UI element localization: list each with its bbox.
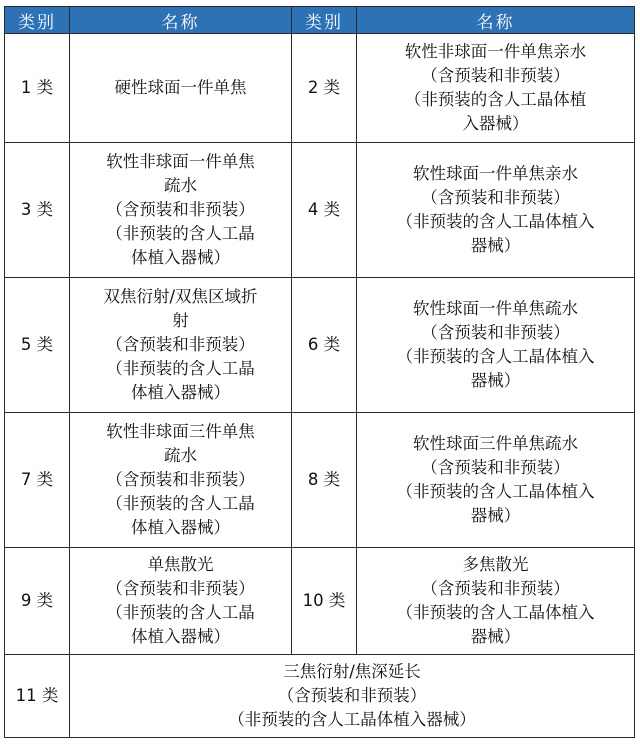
name-line: 软性球面一件单焦亲水 <box>413 164 578 183</box>
name-line: 器械） <box>470 627 521 646</box>
name-line: 单焦散光 <box>147 555 214 574</box>
category-cell: 3 类 <box>5 143 70 278</box>
name-line: 入器械） <box>462 114 529 133</box>
name-line: （含预装和非预装） <box>421 66 570 85</box>
header-category-2: 类别 <box>292 7 357 34</box>
name-line: 三焦衍射/焦深延长 <box>283 662 421 681</box>
name-line: （含预装和非预装） <box>106 470 255 489</box>
name-line: 多焦散光 <box>462 555 529 574</box>
name-line: （非预装的含人工晶体植入 <box>396 482 595 501</box>
name-line: （含预装和非预装） <box>106 200 255 219</box>
category-cell: 6 类 <box>292 278 357 413</box>
header-row <box>5 7 635 34</box>
name-line: 射 <box>172 311 189 330</box>
name-line: 器械） <box>470 506 521 525</box>
name-line: （非预装的含人工晶 <box>106 359 255 378</box>
name-line: 软性球面三件单焦疏水 <box>413 434 578 453</box>
name-line: 器械） <box>470 371 521 390</box>
name-cell <box>70 34 292 143</box>
name-line: 体植入器械） <box>131 627 230 646</box>
table-row <box>5 143 635 278</box>
category-cell: 2 类 <box>292 34 357 143</box>
header-name-1: 名称 <box>70 7 292 34</box>
category-cell: 4 类 <box>292 143 357 278</box>
name-line: （非预装的含人工晶体植入器械） <box>228 710 476 729</box>
name-line: 软性非球面一件单焦亲水 <box>404 42 587 61</box>
name-line: 疏水 <box>164 176 197 195</box>
name-line: 硬性球面一件单焦 <box>114 78 247 97</box>
name-line: （非预装的含人工晶体植入 <box>396 347 595 366</box>
name-line: 双焦衍射/双焦区域折 <box>103 287 258 306</box>
name-line: （含预装和非预装） <box>106 335 255 354</box>
header-name-2: 名称 <box>357 7 635 34</box>
name-cell <box>70 548 292 655</box>
name-line: 体植入器械） <box>131 248 230 267</box>
name-cell <box>357 413 635 548</box>
category-cell: 8 类 <box>292 413 357 548</box>
name-cell <box>357 548 635 655</box>
name-cell <box>357 34 635 143</box>
name-line: 体植入器械） <box>131 518 230 537</box>
name-line: 体植入器械） <box>131 383 230 402</box>
name-line: （含预装和非预装） <box>277 686 427 705</box>
category-cell: 10 类 <box>292 548 357 655</box>
name-line: （非预装的含人工晶体植入 <box>396 212 595 231</box>
table-row <box>5 34 635 143</box>
name-line: 软性球面一件单焦疏水 <box>413 299 578 318</box>
name-line: （含预装和非预装） <box>421 188 570 207</box>
table-row <box>5 548 635 655</box>
table-row <box>5 413 635 548</box>
category-cell: 11 类 <box>5 655 70 738</box>
name-line: （非预装的含人工晶体植 <box>404 90 587 109</box>
name-line: 软性非球面三件单焦 <box>106 422 255 441</box>
category-cell: 9 类 <box>5 548 70 655</box>
name-line: （非预装的含人工晶 <box>106 603 255 622</box>
name-line: （非预装的含人工晶体植入 <box>396 603 595 622</box>
name-line: （含预装和非预装） <box>421 323 570 342</box>
name-line: （含预装和非预装） <box>421 579 570 598</box>
name-cell <box>70 143 292 278</box>
name-line: （非预装的含人工晶 <box>106 224 255 243</box>
lens-category-table <box>4 6 635 738</box>
category-cell: 5 类 <box>5 278 70 413</box>
name-line: 器械） <box>470 236 521 255</box>
category-cell: 1 类 <box>5 34 70 143</box>
category-cell: 7 类 <box>5 413 70 548</box>
name-line: （非预装的含人工晶 <box>106 494 255 513</box>
name-line: 软性非球面一件单焦 <box>106 152 255 171</box>
name-line: 疏水 <box>164 446 197 465</box>
name-cell <box>357 143 635 278</box>
header-category-1: 类别 <box>5 7 70 34</box>
table-row <box>5 655 635 738</box>
name-line: （含预装和非预装） <box>106 579 255 598</box>
name-cell <box>70 655 635 738</box>
name-cell <box>70 278 292 413</box>
name-cell <box>70 413 292 548</box>
name-line: （含预装和非预装） <box>421 458 570 477</box>
table-row <box>5 278 635 413</box>
name-cell <box>357 278 635 413</box>
